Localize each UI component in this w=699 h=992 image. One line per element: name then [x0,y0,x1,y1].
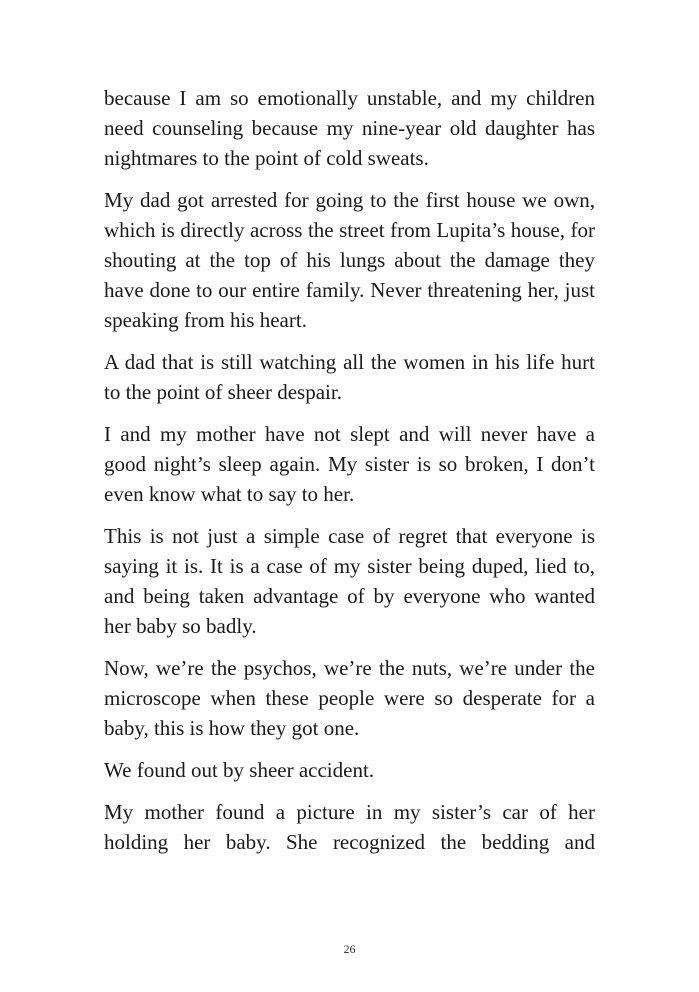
page-number: 26 [343,942,356,956]
paragraph-4: I and my mother have not slept and will never have a good night’s sleep again. My sister is so broken, I don’t even know what to say to her. [104,422,595,506]
paragraph-6: Now, we’re the psychos, we’re the nuts, we’re under the microscope when these people were so desperate for a baby, this is how they got one. [104,656,595,740]
body-text [104,83,595,857]
paragraph-8: My mother found a picture in my sister’s car of her holding her baby. She recognized the bedding and [104,800,595,854]
paragraph-2: My dad got arrested for going to the first house we own, which is directly across the street from Lupita’s house, for shouting at the top of his lungs about the damage they have done to our entire family. Never threatening her, just speaking from his heart. [104,188,595,332]
paragraph-1: because I am so emotionally unstable, and my children need counseling because my nine-year old daughter has nightmares to the point of cold sweats. [104,86,595,170]
paragraph-3: A dad that is still watching all the women in his life hurt to the point of sheer despair. [104,350,595,404]
paragraph-7: We found out by sheer accident. [104,758,375,782]
paragraph-5: This is not just a simple case of regret that everyone is saying it is. It is a case of my sister being duped, lied to, and being taken advantage of by everyone who wanted her baby so badly. [104,524,595,638]
